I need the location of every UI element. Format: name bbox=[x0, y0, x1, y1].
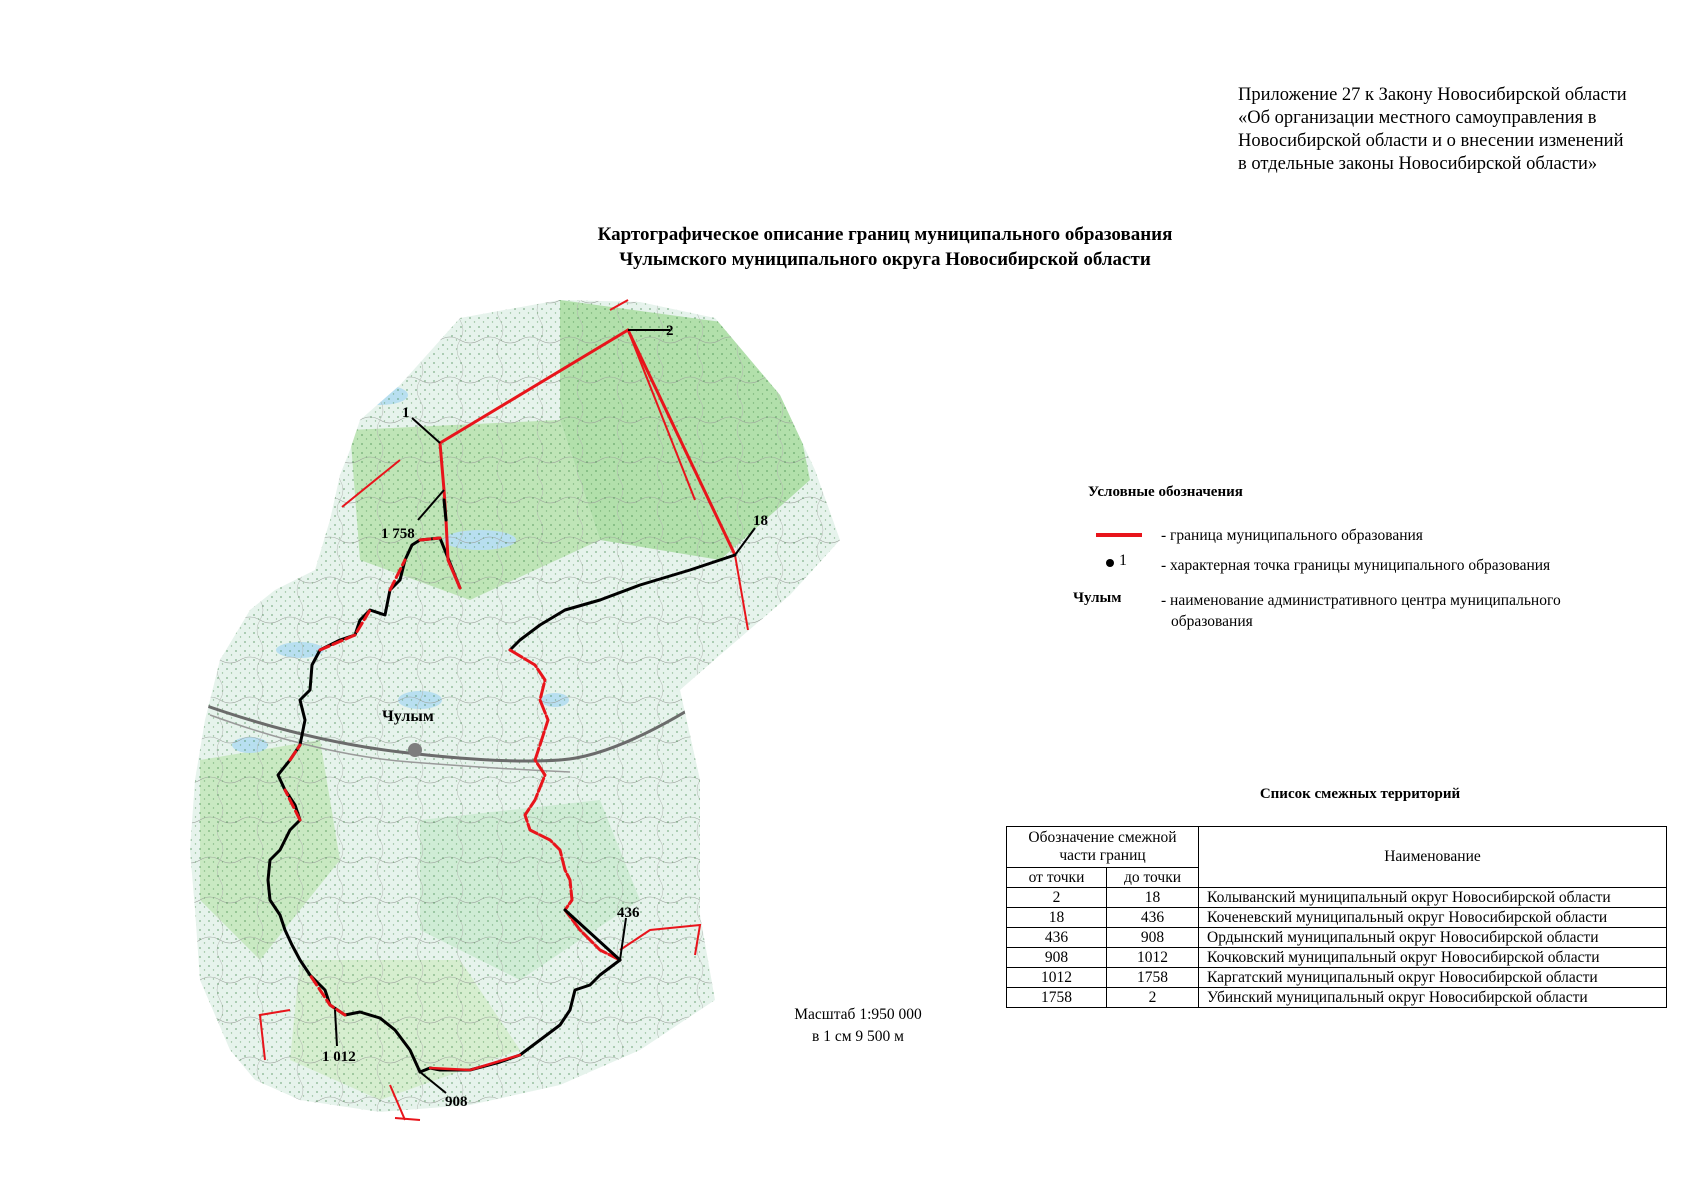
cell-to: 908 bbox=[1107, 928, 1199, 948]
table-row bbox=[1007, 888, 1667, 908]
legend-center-text-2: образования bbox=[1171, 613, 1253, 630]
point-label-908: 908 bbox=[445, 1094, 468, 1110]
cell-from: 18 bbox=[1007, 908, 1107, 928]
point-label-18: 18 bbox=[753, 513, 768, 529]
legend-boundary-symbol bbox=[1096, 533, 1142, 537]
table-row bbox=[1007, 968, 1667, 988]
table-row bbox=[1007, 948, 1667, 968]
title-line-1: Картографическое описание границ муниципального образования bbox=[597, 224, 1173, 245]
appendix-line: «Об организации местного самоуправления в bbox=[1238, 108, 1597, 128]
point-label-1758: 1 758 bbox=[381, 526, 415, 542]
table-row bbox=[1007, 988, 1667, 1008]
point-label-1: 1 bbox=[402, 405, 410, 421]
table-row bbox=[1007, 908, 1667, 928]
point-label-2: 2 bbox=[666, 323, 674, 339]
header-from: от точки bbox=[1007, 868, 1107, 888]
cell-name: Каргатский муниципальный округ Новосибирской области bbox=[1199, 968, 1667, 988]
cell-to: 1012 bbox=[1107, 948, 1199, 968]
cell-from: 436 bbox=[1007, 928, 1107, 948]
adjacent-table-title: Список смежных территорий bbox=[1259, 786, 1461, 802]
cell-name: Убинский муниципальный округ Новосибирской области bbox=[1199, 988, 1667, 1008]
header-to: до точки bbox=[1107, 868, 1199, 888]
title-line-2: Чулымского муниципального округа Новосибирской области bbox=[619, 249, 1151, 270]
appendix-line: в отдельные законы Новосибирской области» bbox=[1238, 154, 1598, 174]
cell-to: 1758 bbox=[1107, 968, 1199, 988]
legend-center-text: - наименование административного центра муниципального bbox=[1161, 592, 1561, 609]
scale-distance: в 1 см 9 500 м bbox=[812, 1028, 904, 1045]
cell-to: 2 bbox=[1107, 988, 1199, 1008]
point-label-1012: 1 012 bbox=[322, 1049, 356, 1065]
cell-from: 1758 bbox=[1007, 988, 1107, 1008]
cell-to: 436 bbox=[1107, 908, 1199, 928]
table-row bbox=[1007, 928, 1667, 948]
legend-title: Условные обозначения bbox=[1088, 484, 1243, 500]
cell-name: Колыванский муниципальный округ Новосибирской области bbox=[1199, 888, 1667, 908]
scale-ratio: Масштаб 1:950 000 bbox=[794, 1006, 922, 1023]
appendix-line: Новосибирской области и о внесении изменений bbox=[1238, 131, 1624, 151]
map-scale bbox=[778, 1004, 938, 1048]
header-group: Обозначение смежной части границ bbox=[1007, 827, 1199, 868]
cell-name: Коченевский муниципальный округ Новосибирской области bbox=[1199, 908, 1667, 928]
adjacent-territories-table bbox=[1006, 826, 1667, 1008]
legend-point-number: 1 bbox=[1119, 552, 1127, 569]
legend-center-symbol: Чулым bbox=[1073, 590, 1122, 606]
cell-from: 2 bbox=[1007, 888, 1107, 908]
header-name: Наименование bbox=[1199, 827, 1667, 888]
admin-center-label: Чулым bbox=[382, 708, 434, 725]
point-label-436: 436 bbox=[617, 905, 640, 921]
cell-from: 1012 bbox=[1007, 968, 1107, 988]
cell-name: Ордынский муниципальный округ Новосибирской области bbox=[1199, 928, 1667, 948]
cell-name: Кочковский муниципальный округ Новосибирской области bbox=[1199, 948, 1667, 968]
legend-boundary-text: - граница муниципального образования bbox=[1161, 527, 1423, 544]
legend-point-text: - характерная точка границы муниципального образования bbox=[1161, 557, 1551, 574]
appendix-line: Приложение 27 к Закону Новосибирской области bbox=[1238, 85, 1627, 105]
cell-to: 18 bbox=[1107, 888, 1199, 908]
legend-point-symbol bbox=[1106, 559, 1114, 567]
cell-from: 908 bbox=[1007, 948, 1107, 968]
